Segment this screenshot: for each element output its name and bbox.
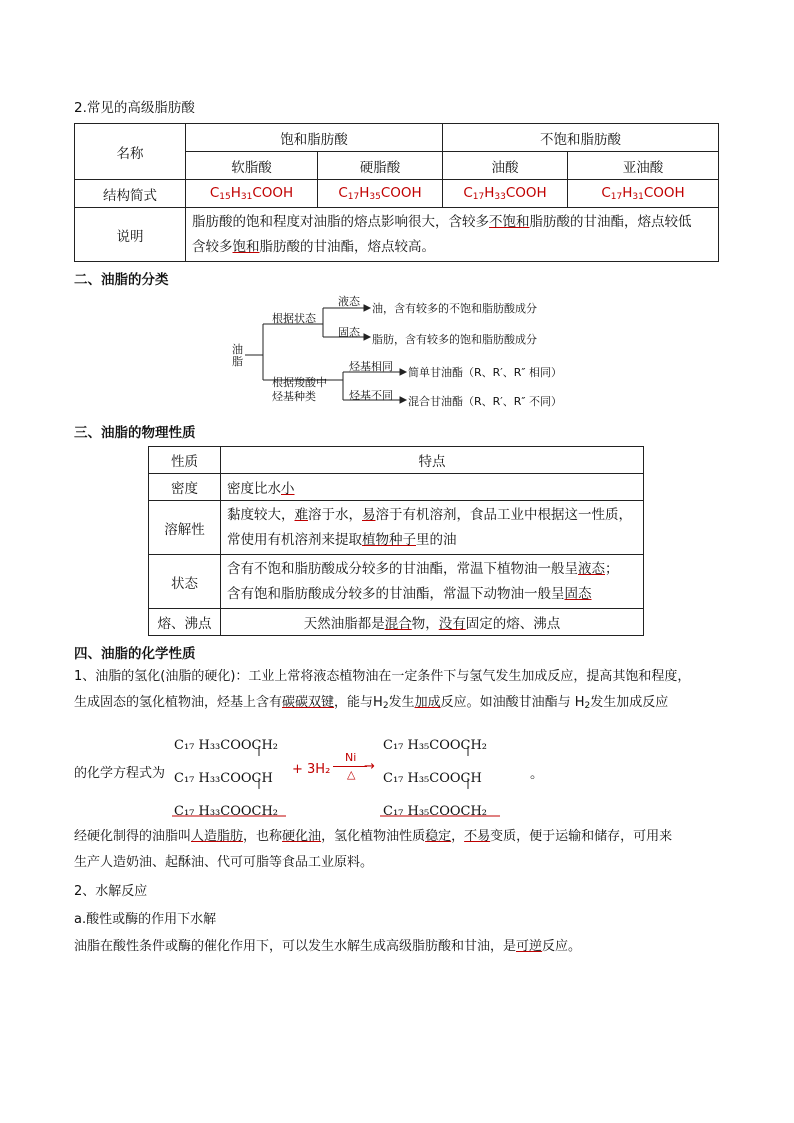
formula-cell: $C_{17}H_{35}COOH$: [318, 180, 443, 208]
mp-label: 熔、沸点: [149, 609, 221, 636]
acid-hydrolysis-text: 油脂在酸性条件或酶的催化作用下，可以发生水解生成高级脂肪酸和甘油，是可逆反应。: [74, 939, 582, 954]
diagram-solid: 固态: [338, 326, 360, 339]
fatty-acid-table: [74, 123, 719, 262]
formula-label: 结构简式: [75, 180, 186, 208]
diagram-diff: 烃基不同: [349, 389, 393, 402]
mp-value: 天然油脂都是混合物，没有固定的熔、沸点: [221, 609, 644, 636]
diagram-branch-acid: 根据羧酸中: [272, 376, 327, 389]
formula-cell: $C_{15}H_{31}COOH$: [186, 180, 318, 208]
diagram-diff-result: 混合甘油酯（R、R′、R″ 不同）: [408, 395, 563, 408]
chemical-title: 四、油脂的化学性质: [74, 646, 196, 662]
equation-prefix: 的化学方程式为: [74, 766, 166, 781]
right-row: C₁₇ H₃₅COOCH₂: [383, 804, 488, 819]
catalyst-label: Ni: [345, 751, 357, 764]
acid-name: 油酸: [443, 152, 568, 180]
diagram-branch-state: 根据状态: [272, 312, 316, 325]
equation-arrow-line: [333, 766, 367, 767]
acid-hydrolysis-title: a.酸性或酶的作用下水解: [74, 912, 217, 927]
state-label: 状态: [149, 555, 221, 609]
acid-name: 硬脂酸: [318, 152, 443, 180]
equation-arrow-head: →: [364, 759, 375, 774]
right-row: C₁₇ H₃₅COOCH₂: [383, 738, 488, 753]
diagram-solid-result: 脂肪，含有较多的饱和脂肪酸成分: [372, 333, 537, 346]
diagram-root: 油脂: [232, 343, 243, 368]
equation-right: [383, 729, 487, 828]
equation-end: 。: [530, 766, 544, 782]
classification-diagram: [228, 290, 588, 414]
left-row: C₁₇ H₃₃COOCH: [174, 771, 273, 786]
state-value: 含有不饱和脂肪酸成分较多的甘油酯，常温下植物油一般呈液态； 含有饱和脂肪酸成分较多的甘油酯，常温下动物油一般呈固态: [221, 555, 644, 609]
physical-table: [148, 446, 644, 636]
left-row: C₁₇ H₃₃COOCH₂: [174, 804, 279, 819]
acid-name: 软脂酸: [186, 152, 318, 180]
hardened-oil-paragraph: 经硬化制得的油脂叫人造脂肪，也称硬化油，氢化植物油性质稳定，不易变质，便于运输和储存，可用来 生产人造奶油、起酥油、代可可脂等食品工业原料。: [74, 829, 673, 870]
right-row: C₁₇ H₃₅COOCH: [383, 771, 482, 786]
density-label: 密度: [149, 474, 221, 501]
acid-name: 亚油酸: [568, 152, 719, 180]
diagram-liquid: 液态: [338, 295, 360, 308]
left-row: C₁₇ H₃₃COOCH₂: [174, 738, 279, 753]
hydrolysis-title: 2、水解反应: [74, 884, 148, 899]
hydrogenation-paragraph: 1、油脂的氢化(油脂的硬化)：工业上常将液态植物油在一定条件下与氢气发生加成反应，提高其饱和程度， 生成固态的氢化植物油，烃基上含有碳碳双键，能与$H_2$发生加成反应。如油酸甘油酯与 $H_2$发生加成反应: [74, 669, 691, 711]
heat-label: △: [347, 768, 356, 781]
diagram-branch-acid-2: 烃基种类: [272, 390, 316, 403]
density-value: 密度比水小: [221, 474, 644, 501]
col-property: 性质: [149, 447, 221, 474]
solubility-label: 溶解性: [149, 501, 221, 555]
equation-reagent: + 3H₂: [292, 762, 331, 777]
physical-title: 三、油脂的物理性质: [74, 425, 196, 441]
formula-cell: $C_{17}H_{31}COOH$: [568, 180, 719, 208]
note-text: 脂肪酸的饱和程度对油脂的熔点影响很大，含较多不饱和脂肪酸的甘油酯，熔点较低 含较多饱和脂肪酸的甘油酯，熔点较高。: [186, 208, 719, 262]
diagram-same-result: 简单甘油酯（R、R′、R″ 相同）: [408, 366, 563, 379]
diagram-same: 烃基相同: [349, 360, 393, 373]
note-label: 说明: [75, 208, 186, 262]
header-name: 名称: [75, 124, 186, 180]
col-feature: 特点: [221, 447, 644, 474]
classification-title: 二、油脂的分类: [74, 272, 169, 288]
solubility-value: 黏度较大，难溶于水，易溶于有机溶剂，食品工业中根据这一性质， 常使用有机溶剂来提取植物种子里的油: [221, 501, 644, 555]
header-saturated: 饱和脂肪酸: [186, 124, 443, 152]
header-unsaturated: 不饱和脂肪酸: [443, 124, 719, 152]
formula-cell: $C_{17}H_{33}COOH$: [443, 180, 568, 208]
diagram-liquid-result: 油，含有较多的不饱和脂肪酸成分: [372, 302, 537, 315]
fatty-acid-title: 2.常见的高级脂肪酸: [74, 100, 195, 116]
